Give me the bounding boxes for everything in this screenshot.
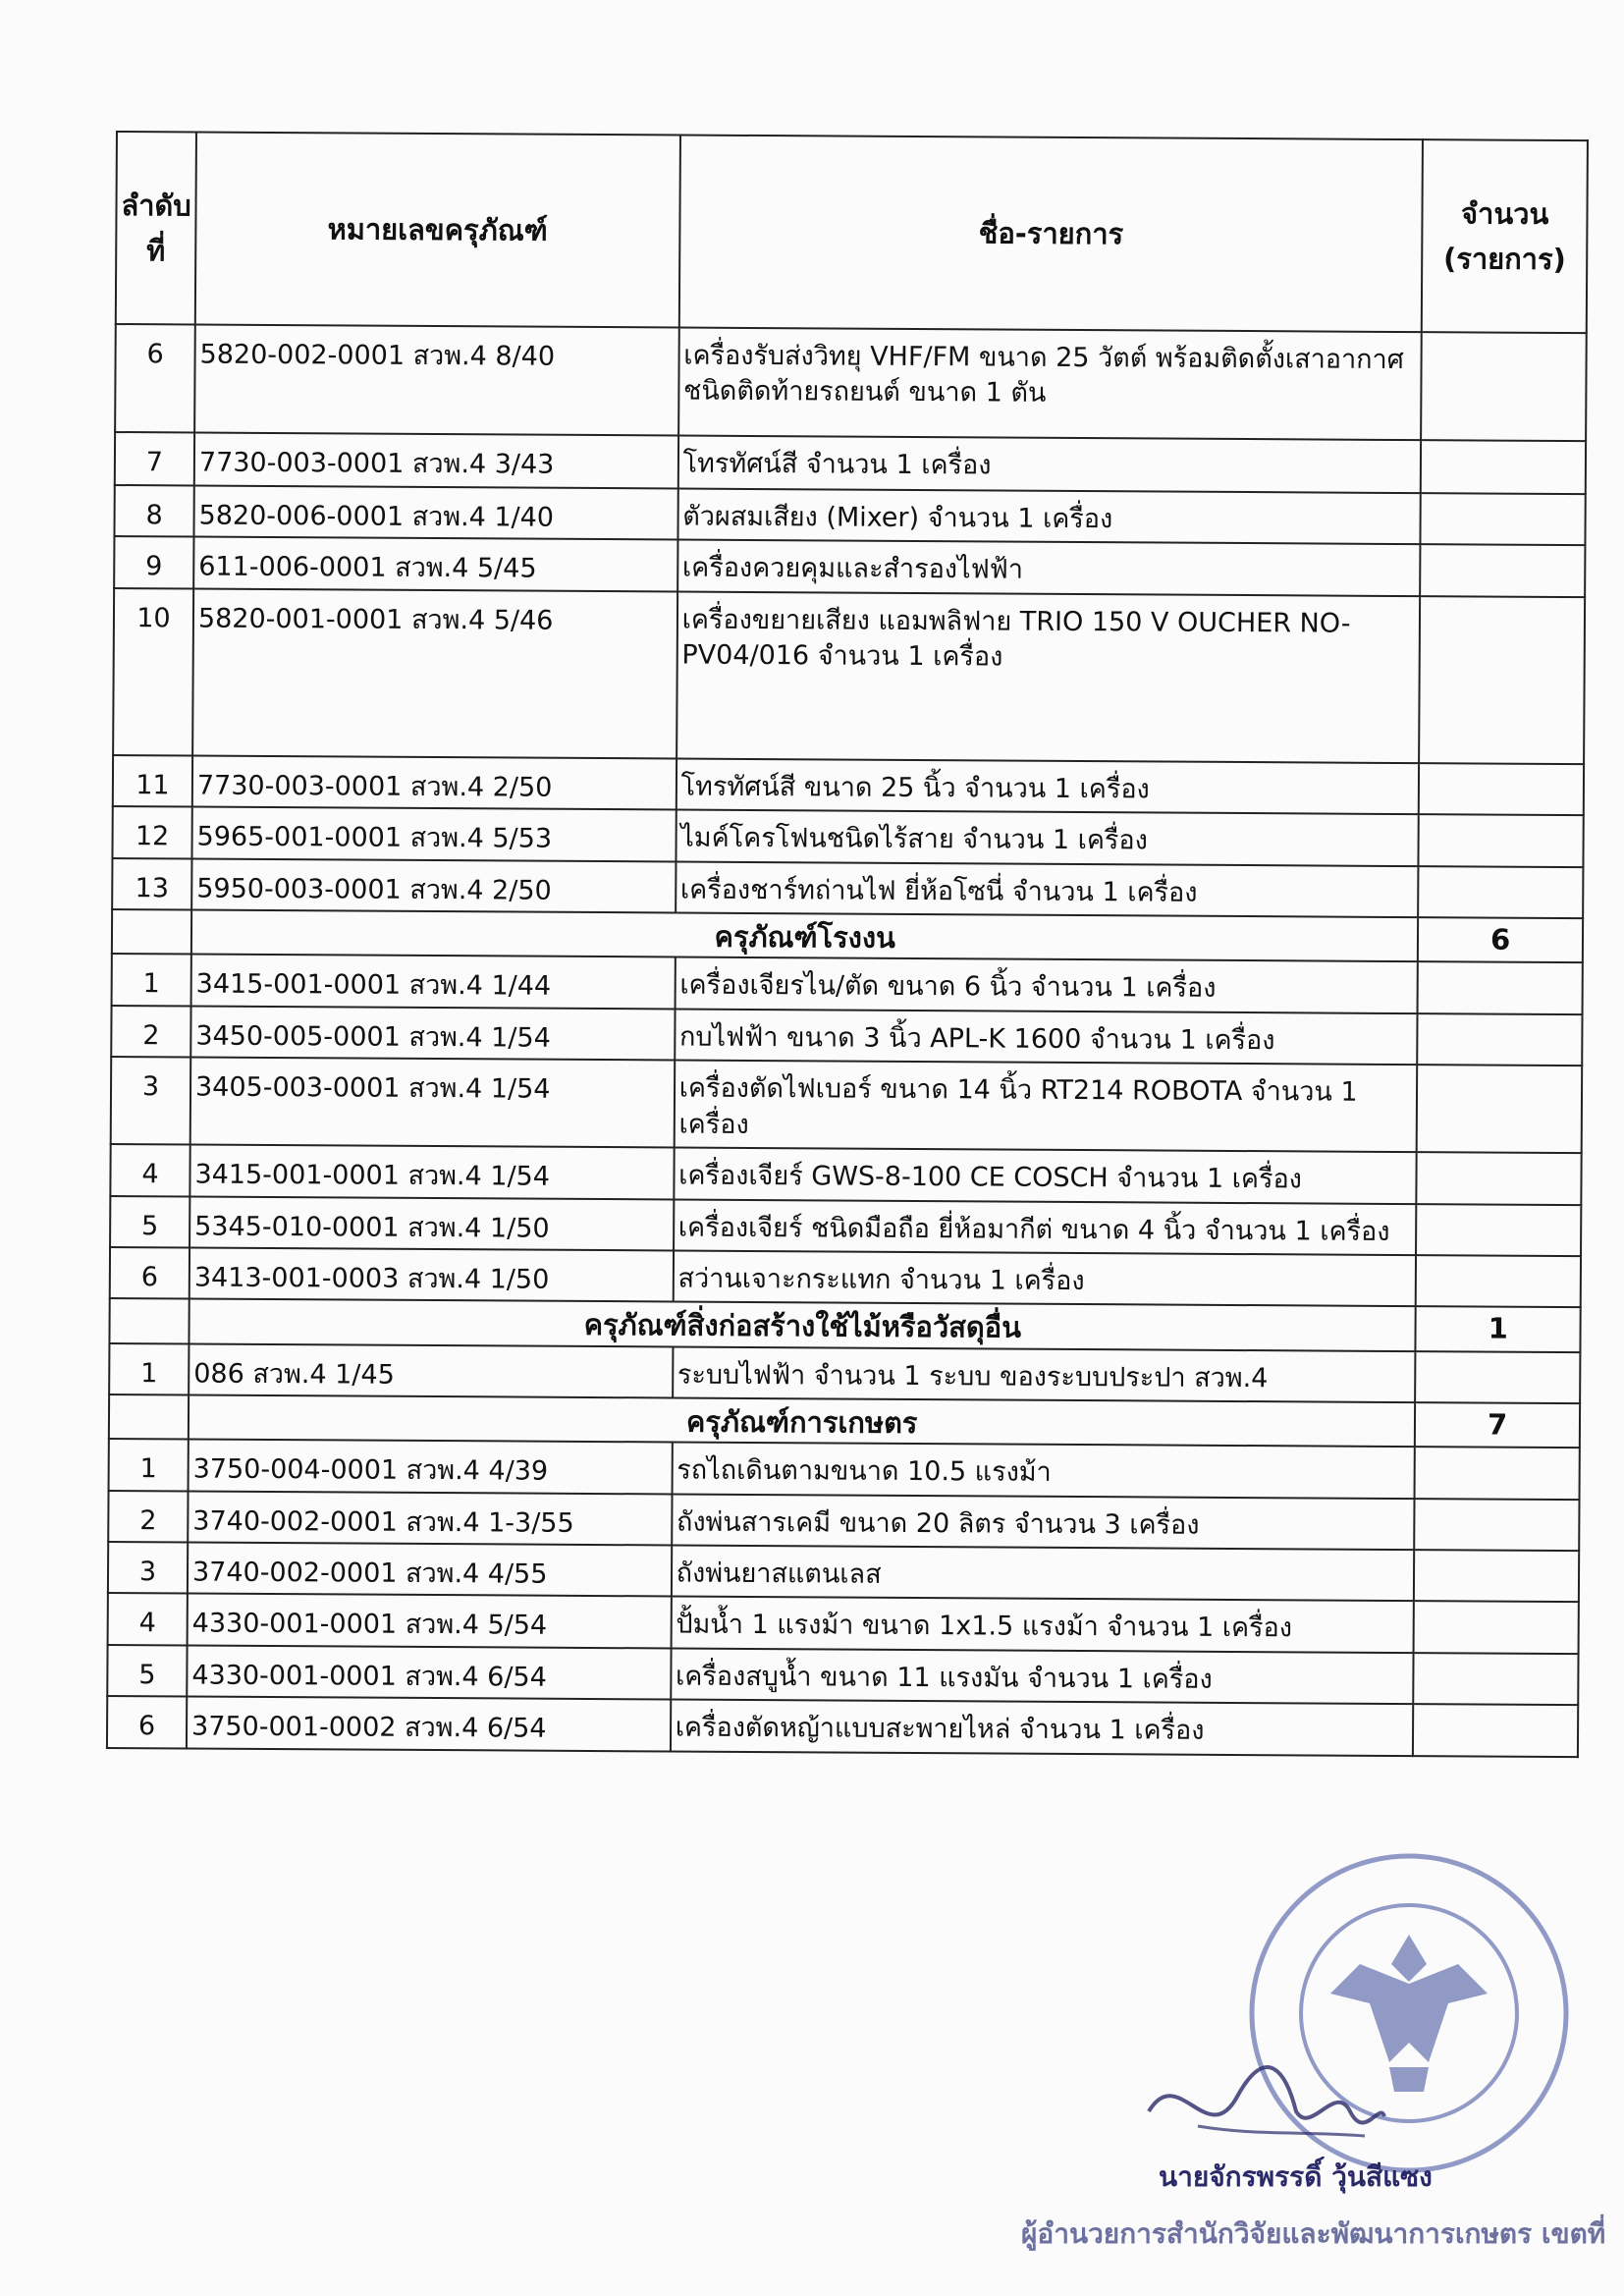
asset-name: โทรทัศน์สี จำนวน 1 เครื่อง [677, 436, 1421, 494]
asset-code: 3415-001-0001 สวพ.4 1/54 [189, 1145, 674, 1199]
table-row [113, 755, 1584, 816]
asset-code: 4330-001-0001 สวพ.4 6/54 [187, 1645, 671, 1699]
row-qty [1413, 1704, 1578, 1756]
row-number: 11 [113, 755, 192, 807]
row-qty [1418, 1013, 1583, 1066]
signer-title: ผู้อำนวยการสำนักวิจัยและพัฒนาการเกษตร เขตที่ [1021, 2217, 1606, 2250]
row-qty [1416, 1351, 1581, 1403]
asset-code: 5965-001-0001 สวพ.4 5/53 [191, 807, 676, 861]
table-body [107, 324, 1587, 1757]
asset-table-wrapper [105, 131, 1589, 1956]
row-number: 10 [113, 588, 193, 755]
table-row [113, 588, 1585, 764]
asset-name: โทรทัศน์สี ขนาด 25 นิ้ว จำนวน 1 เครื่อง [676, 758, 1419, 814]
row-number: 6 [107, 1696, 187, 1748]
section-qty: 7 [1415, 1402, 1580, 1448]
table-row [115, 324, 1587, 441]
header-qty: จำนวน (รายการ) [1422, 139, 1588, 333]
row-number: 8 [114, 485, 193, 537]
asset-code: 7730-003-0001 สวพ.4 2/50 [192, 755, 677, 809]
asset-code: 5950-003-0001 สวพ.4 2/50 [191, 858, 676, 912]
row-qty [1421, 440, 1586, 494]
table-header-row [116, 132, 1588, 333]
table-row [107, 1696, 1578, 1757]
row-number: 9 [114, 536, 193, 588]
asset-code: 4330-001-0001 สวพ.4 5/54 [188, 1594, 672, 1648]
row-qty [1416, 1204, 1581, 1256]
section-title: ครุภัณฑ์การเกษตร [189, 1394, 1416, 1447]
table-row [112, 858, 1583, 919]
row-qty [1420, 596, 1586, 764]
asset-code: 3405-003-0001 สวพ.4 1/54 [190, 1058, 675, 1148]
asset-code: 086 สวพ.4 1/45 [189, 1343, 673, 1397]
row-number: 2 [108, 1491, 188, 1543]
row-qty [1414, 1602, 1579, 1654]
table-row [111, 1006, 1582, 1066]
section-blank-cell [109, 1394, 189, 1440]
asset-code: 5345-010-0001 สวพ.4 1/50 [189, 1196, 674, 1250]
row-number: 7 [115, 432, 194, 485]
asset-name: รถไถเดินตามขนาด 10.5 แรงม้า [672, 1443, 1415, 1499]
table-row [110, 1144, 1581, 1205]
table-row [112, 954, 1583, 1014]
asset-code: 5820-002-0001 สวพ.4 8/40 [194, 324, 678, 435]
table-row [109, 1343, 1580, 1404]
asset-code: 5820-001-0001 สวพ.4 5/46 [192, 588, 677, 758]
section-title: ครุภัณฑ์สิ่งก่อสร้างใช้ไม้หรือวัสดุอื่น [189, 1299, 1416, 1351]
asset-name: เครื่องชาร์ทถ่านไฟ ยี่ห้อโซนี่ จำนวน 1 เครื่อง [676, 861, 1419, 917]
table-row [108, 1491, 1579, 1552]
asset-name: เครื่องเจียร์ GWS-8-100 CE COSCH จำนวน 1 เครื่อง [674, 1148, 1417, 1204]
table-row [114, 485, 1585, 546]
handwritten-signature [1139, 2043, 1394, 2151]
row-qty [1417, 1152, 1582, 1204]
row-qty [1421, 493, 1586, 545]
row-number: 13 [112, 858, 191, 910]
table-row [107, 1645, 1578, 1706]
row-number: 5 [107, 1645, 187, 1697]
asset-name: กบไฟฟ้า ขนาด 3 นิ้ว APL-K 1600 จำนวน 1 เครื่อง [675, 1009, 1418, 1065]
table-row [114, 536, 1585, 597]
table-row [110, 1247, 1581, 1308]
asset-name: ถังพ่นสารเคมี ขนาด 20 ลิตร จำนวน 3 เครื่อง [672, 1494, 1415, 1550]
asset-name: เครื่องควยคุมและสำรองไฟฟ้า [677, 540, 1421, 596]
table-row [111, 1057, 1583, 1153]
row-qty [1421, 545, 1586, 597]
row-number: 2 [111, 1006, 190, 1058]
row-number: 1 [112, 954, 191, 1006]
asset-code: 3450-005-0001 สวพ.4 1/54 [190, 1006, 675, 1060]
row-number: 6 [115, 324, 195, 432]
row-qty [1419, 814, 1584, 866]
row-qty [1415, 1499, 1580, 1551]
asset-code: 3415-001-0001 สวพ.4 1/44 [191, 955, 676, 1009]
row-qty [1416, 1255, 1581, 1307]
row-number: 1 [109, 1343, 189, 1395]
asset-code: 611-006-0001 สวพ.4 5/45 [193, 537, 677, 591]
asset-name: เครื่องเจียรไน/ตัด ขนาด 6 นิ้ว จำนวน 1 เครื่อง [675, 957, 1418, 1013]
asset-name: เครื่องตัดหญ้าแบบสะพายไหล่ จำนวน 1 เครื่อง [671, 1700, 1414, 1756]
table-row [115, 432, 1586, 494]
row-number: 5 [110, 1196, 189, 1248]
asset-name: ไมค์โครโฟนชนิดไร้สาย จำนวน 1 เครื่อง [676, 810, 1419, 866]
section-blank-cell [109, 1298, 189, 1343]
asset-name: เครื่องสบูน้ำ ขนาด 11 แรงมัน จำนวน 1 เครื่อง [671, 1648, 1414, 1704]
asset-code: 3750-004-0001 สวพ.4 4/39 [189, 1440, 673, 1494]
asset-name: เครื่องตัดไฟเบอร์ ขนาด 14 นิ้ว RT214 ROBOTA จำนวน 1 เครื่อง [674, 1061, 1417, 1152]
asset-code: 3740-002-0001 สวพ.4 4/55 [188, 1542, 672, 1596]
asset-name: ระบบไฟฟ้า จำนวน 1 ระบบ ของระบบประปา สวพ.4 [673, 1346, 1416, 1402]
table-row [110, 1196, 1581, 1257]
table-row [112, 806, 1583, 867]
section-title: ครุภัณฑ์โรงงน [191, 910, 1419, 962]
asset-code: 7730-003-0001 สวพ.4 3/43 [194, 432, 678, 488]
asset-name: ตัวผสมเสียง (Mixer) จำนวน 1 เครื่อง [677, 489, 1421, 545]
table-row [108, 1593, 1579, 1654]
asset-name: เครื่องเจียร์ ชนิดมือถือ ยี่ห้อมากีต่ ขนาด 4 นิ้ว จำนวน 1 เครื่อง [674, 1199, 1417, 1255]
section-blank-cell [112, 909, 191, 955]
header-code: หมายเลขครุภัณฑ์ [195, 133, 680, 328]
asset-name: เครื่องรับส่งวิทยุ VHF/FM ขนาด 25 วัตต์ พร้อมติดตั้งเสาอากาศ ชนิดติดท้ายรถยนต์ ขนาด 1 ตัน [678, 328, 1422, 441]
row-number: 4 [110, 1144, 189, 1196]
row-qty [1415, 1447, 1580, 1499]
row-number: 3 [111, 1057, 191, 1144]
row-qty [1422, 332, 1587, 441]
asset-name: ปั้มน้ำ 1 แรงม้า ขนาด 1x1.5 แรงม้า จำนวน 1 เครื่อง [671, 1597, 1414, 1653]
section-qty: 1 [1416, 1307, 1581, 1352]
row-qty [1419, 866, 1584, 918]
section-qty: 6 [1418, 917, 1583, 962]
asset-code: 3740-002-0001 สวพ.4 1-3/55 [188, 1491, 672, 1545]
table-row [108, 1542, 1579, 1603]
signer-name: นายจักรพรรดิ์ วุ้นสีแซง [1159, 2160, 1433, 2193]
row-qty [1414, 1653, 1579, 1705]
asset-name: เครื่องขยายเสียง แอมพลิฟาย TRIO 150 V OUCHER NO-PV04/016 จำนวน 1 เครื่อง [677, 591, 1421, 763]
row-number: 12 [112, 806, 191, 858]
row-qty [1414, 1550, 1579, 1602]
table-row [109, 1439, 1580, 1500]
row-number: 3 [108, 1542, 188, 1594]
asset-table [106, 131, 1589, 1758]
asset-code: 3750-001-0002 สวพ.4 6/54 [187, 1697, 671, 1751]
row-qty [1418, 961, 1583, 1013]
asset-code: 5820-006-0001 สวพ.4 1/40 [193, 485, 677, 539]
asset-code: 3413-001-0003 สวพ.4 1/50 [189, 1247, 674, 1301]
header-no: ลำดับที่ [116, 132, 196, 324]
asset-name: สว่านเจาะกระแทก จำนวน 1 เครื่อง [673, 1250, 1416, 1306]
row-number: 4 [108, 1593, 188, 1645]
asset-name: ถังพ่นยาสแตนเลส [672, 1545, 1415, 1601]
row-number: 6 [110, 1247, 189, 1299]
row-number: 1 [109, 1439, 189, 1491]
row-qty [1419, 763, 1584, 815]
header-name: ชื่อ-รายการ [678, 136, 1423, 333]
row-qty [1417, 1065, 1582, 1153]
